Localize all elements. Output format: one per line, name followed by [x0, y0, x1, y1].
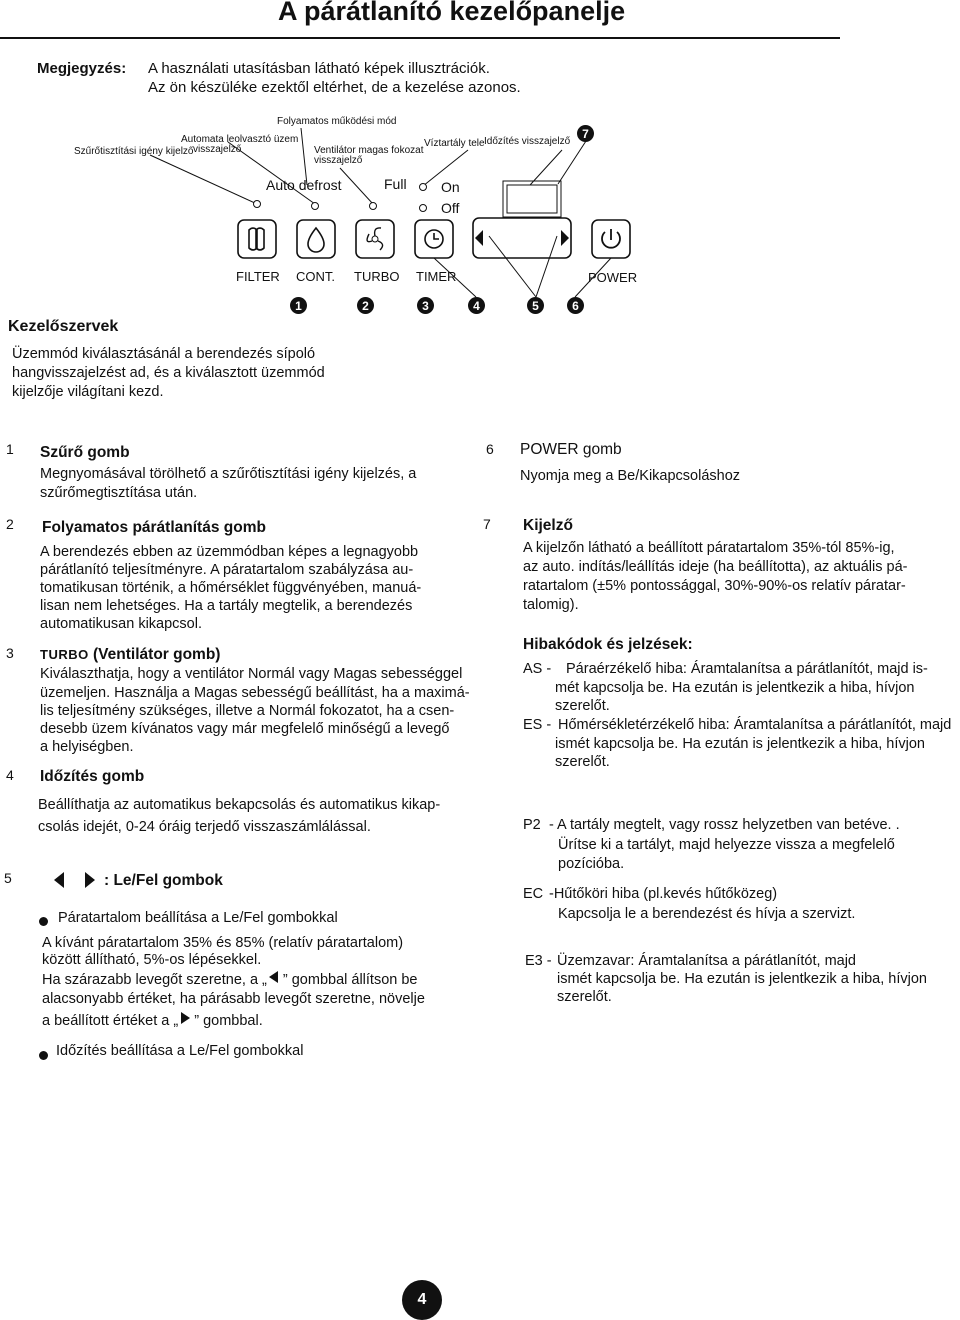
error-text: szerelőt. — [555, 754, 610, 770]
bullet — [39, 1047, 48, 1065]
error-text: Kapcsolja le a berendezést és hívja a szervizt. — [558, 906, 856, 922]
item-text: Megnyomásával törölhető a szűrőtisztítási igény kijelzés, a — [40, 466, 417, 482]
label-filter-button: FILTER — [236, 269, 280, 284]
bullet — [39, 913, 48, 931]
controls-line: hangvisszajelzést ad, és a kiválasztott üzemmód — [12, 365, 325, 381]
left-right-arrows-icon — [52, 871, 98, 889]
item-text: üzemeljen. Használja a Magas sebességű beállítást, ha a maximá- — [40, 685, 470, 701]
text-part: a beállított értéket a „ — [42, 1012, 179, 1029]
callout-filter-indicator: Szűrőtisztítási igény kijelző — [74, 146, 194, 157]
item-text: automatikusan kikapcsol. — [40, 616, 202, 632]
item-number: 4 — [6, 767, 14, 783]
badge-4: 4 — [468, 297, 485, 314]
item-text: desebb üzem kívánatos vagy már megfelelő minőségű a levegő — [40, 721, 450, 737]
indicator-on: On — [441, 179, 460, 195]
error-text: -Hűtőköri hiba (pl.kevés hűtőközeg) — [549, 886, 778, 902]
item-text: lis teljesítmény szükséges, illetve a Normál fokozatot, ha a csen- — [40, 703, 455, 719]
callout-fan-high: Ventilátor magas fokozat — [314, 145, 424, 156]
badge-2: 2 — [357, 297, 374, 314]
error-text: Ürítse ki a tartályt, majd helyezze vissza a megfelelő — [558, 837, 895, 853]
bullet-text: Páratartalom beállítása a Le/Fel gombokkal — [58, 910, 338, 926]
item-text: A kívánt páratartalom 35% és 85% (relatív páratartalom) — [42, 935, 404, 951]
note-line: Az ön készüléke ezektől eltérhet, de a kezelése azonos. — [148, 79, 521, 96]
item-text: Beállíthatja az automatikus bekapcsolás és automatikus kikap- — [38, 797, 441, 813]
badge-7: 7 — [577, 125, 594, 142]
item-number: 7 — [483, 516, 491, 532]
controls-line: kijelzője világítani kezd. — [12, 384, 164, 400]
item-text: párátlanító teljesítményre. A páratartalom szabályzása au- — [40, 562, 414, 578]
error-code: EC — [523, 886, 544, 902]
item-heading — [40, 646, 220, 664]
errors-heading: Hibakódok és jelzések: — [523, 636, 693, 653]
item-heading: POWER gomb — [520, 441, 622, 458]
error-text: - A tartály megtelt, vagy rossz helyzetben van betéve. . — [549, 817, 900, 833]
item-text: a helyiségben. — [40, 739, 134, 755]
turbo-label: TURBO — [40, 647, 89, 662]
item-text: Nyomja meg a Be/Kikapcsoláshoz — [520, 468, 741, 484]
item-number: 6 — [486, 441, 494, 457]
error-text: szerelőt. — [557, 989, 612, 1005]
controls-heading: Kezelőszervek — [8, 318, 119, 335]
callout-auto-defrost-2: visszajelző — [193, 144, 242, 155]
item-text: ratartalom (±5% pontossággal, 30%-90%-os relatív páratar- — [523, 578, 906, 594]
item-number: 3 — [6, 645, 14, 661]
error-code: P2 — [523, 817, 541, 833]
error-code: ES - — [523, 717, 552, 733]
callout-auto-defrost: Automata leolvasztó üzem — [181, 134, 299, 145]
item-text — [42, 1011, 263, 1031]
text-part: ” gombbal. — [194, 1012, 263, 1029]
item-heading: Kijelző — [523, 517, 573, 534]
item-text: talomig). — [523, 597, 579, 613]
item-heading: Időzítés gomb — [40, 768, 145, 785]
note-label: Megjegyzés: — [37, 60, 127, 77]
item-text: tomatikusan történik, a hőmérséklet függvényében, manuá- — [40, 580, 422, 596]
error-text: ismét kapcsolja be. Ha ezután is jelentkezik a hiba, hívjon — [555, 736, 925, 752]
page-number: 4 — [402, 1280, 442, 1320]
controls-line: Üzemmód kiválasztásánál a berendezés sípoló — [12, 346, 316, 362]
turbo-heading-rest: (Ventilátor gomb) — [88, 646, 221, 663]
item-text: között állítható, 5%-os lépésekkel. — [42, 952, 262, 968]
page-title: A párátlanító kezelőpanelje — [278, 0, 626, 26]
callout-tank-full: Víztartály tele — [424, 138, 485, 149]
badge-3: 3 — [417, 297, 434, 314]
label-turbo-button: TURBO — [354, 269, 400, 284]
item-text: az auto. indítás/leállítás ideje (ha beállította), az aktuális pá- — [523, 559, 908, 575]
error-text: Üzemzavar: Áramtalanítsa a párátlanítót, majd — [557, 953, 856, 969]
indicator-full: Full — [384, 176, 407, 192]
item-number: 5 — [4, 870, 12, 886]
error-text: pozícióba. — [558, 856, 625, 872]
bullet-text: Időzítés beállítása a Le/Fel gombokkal — [56, 1043, 304, 1059]
item-heading: Szűrő gomb — [40, 444, 130, 461]
right-arrow-icon — [178, 1011, 194, 1031]
item-number: 2 — [6, 516, 14, 532]
item-text: Kiválaszthatja, hogy a ventilátor Normál vagy Magas sebességgel — [40, 666, 463, 682]
item-number: 1 — [6, 441, 14, 457]
item-text: szűrőmegtisztítása után. — [40, 485, 198, 501]
text-part: Ha szárazabb levegőt szeretne, a „ — [42, 971, 267, 988]
item-heading: Folyamatos párátlanítás gomb — [42, 519, 266, 536]
callout-fan-high-2: visszajelző — [314, 155, 363, 166]
label-cont-button: CONT. — [296, 269, 335, 284]
error-text: Páraérzékelő hiba: Áramtalanítsa a párátlanítót, majd is- — [566, 661, 928, 677]
indicator-auto-defrost: Auto defrost — [266, 177, 342, 193]
indicator-off: Off — [441, 200, 460, 216]
label-power-button: POWER — [588, 270, 638, 285]
error-text: Hőmérsékletérzékelő hiba: Áramtalanítsa a párátlanítót, majd — [558, 717, 952, 733]
badge-5: 5 — [527, 297, 544, 314]
badge-1: 1 — [290, 297, 307, 314]
callout-continuous: Folyamatos működési mód — [277, 116, 397, 127]
item-text: A berendezés ebben az üzemmódban képes a legnagyobb — [40, 544, 419, 560]
label-timer-button: TIMER — [416, 269, 457, 284]
control-panel-diagram — [0, 0, 960, 320]
note-line: A használati utasításban látható képek illusztrációk. — [148, 60, 490, 77]
item-text: lisan nem lehetséges. Ha a tartály megtelik, a berendezés — [40, 598, 413, 614]
text-part: ” gombbal állítson be — [282, 971, 418, 988]
callout-timer: Időzítés visszajelző — [484, 136, 571, 147]
error-text: szerelőt. — [555, 698, 610, 714]
error-code: AS - — [523, 661, 552, 677]
error-code: E3 - — [525, 953, 552, 969]
item-text — [42, 970, 417, 990]
item-heading: : Le/Fel gombok — [104, 872, 223, 889]
item-text: alacsonyabb értéket, ha párásabb levegőt szeretne, növelje — [42, 991, 425, 1007]
error-text: mét kapcsolja be. Ha ezután is jelentkezik a hiba, hívjon — [555, 680, 915, 696]
error-text: ismét kapcsolja be. Ha ezután is jelentkezik a hiba, hívjon — [557, 971, 927, 987]
item-text: csolás idejét, 0-24 óráig terjedő visszaszámlálással. — [38, 819, 371, 835]
badge-6: 6 — [567, 297, 584, 314]
item-text: A kijelzőn látható a beállított páratartalom 35%-tól 85%-ig, — [523, 540, 895, 556]
left-arrow-icon — [267, 970, 283, 990]
